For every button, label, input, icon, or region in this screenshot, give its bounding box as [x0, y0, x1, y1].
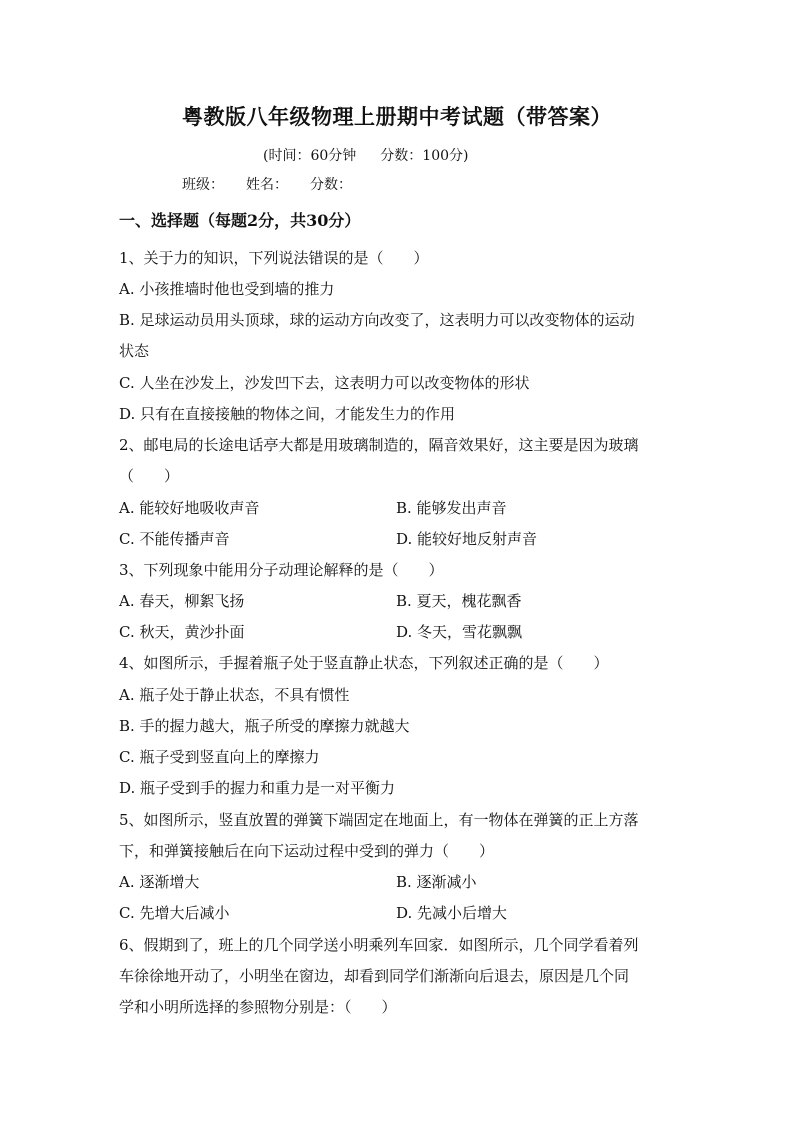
score-label: 分数：	[310, 177, 352, 193]
question-6-stem: 6、假期到了，班上的几个同学送小明乘列车回家．如图所示，几个同学看着列	[119, 936, 639, 954]
student-info	[182, 174, 374, 194]
question-3-option-c: C. 秋天，黄沙扑面	[119, 623, 245, 641]
question-5-option-a: A. 逐渐增大	[119, 873, 200, 891]
question-5-option-d: D. 先减小后增大	[396, 904, 508, 922]
question-1-option-c: C. 人坐在沙发上，沙发凹下去，这表明力可以改变物体的形状	[119, 374, 530, 392]
question-3-option-b: B. 夏天，槐花飘香	[396, 592, 522, 610]
exam-meta	[263, 145, 492, 165]
page-title: 粤教版八年级物理上册期中考试题（带答案）	[182, 104, 612, 129]
question-1-option-b: B. 足球运动员用头顶球，球的运动方向改变了，这表明力可以改变物体的运动	[119, 311, 635, 329]
question-2-stem: 2、邮电局的长途电话亭大都是用玻璃制造的，隔音效果好，这主要是因为玻璃	[119, 436, 639, 454]
question-6-stem-cont-1: 车徐徐地开动了，小明坐在窗边，却看到同学们渐渐向后退去，原因是几个同	[119, 967, 630, 985]
score-total-label: 分数：100分)	[380, 148, 469, 164]
question-5-option-c: C. 先增大后减小	[119, 904, 230, 922]
time-label: (时间：60分钟	[263, 148, 357, 164]
question-4-stem: 4、如图所示，手握着瓶子处于竖直静止状态，下列叙述正确的是（ ）	[119, 654, 609, 672]
question-3-stem: 3、下列现象中能用分子动理论解释的是（ ）	[119, 561, 444, 579]
question-1-option-a: A. 小孩推墙时他也受到墙的推力	[119, 280, 335, 298]
question-4-option-b: B. 手的握力越大，瓶子所受的摩擦力就越大	[119, 717, 410, 735]
question-6-stem-cont-2: 学和小明所选择的参照物分别是：（ ）	[119, 998, 397, 1016]
question-1-option-b-cont: 状态	[119, 342, 150, 360]
question-4-option-c: C. 瓶子受到竖直向上的摩擦力	[119, 748, 320, 766]
question-3-option-a: A. 春天，柳絮飞扬	[119, 592, 245, 610]
question-5-stem-cont: 下，和弹簧接触后在向下运动过程中受到的弹力（ ）	[119, 842, 495, 860]
question-5-stem: 5、如图所示，竖直放置的弹簧下端固定在地面上，有一物体在弹簧的正上方落	[119, 811, 639, 829]
question-3-option-d: D. 冬天，雪花飘飘	[396, 623, 523, 641]
name-label: 姓名：	[246, 177, 288, 193]
question-1-option-d: D. 只有在直接接触的物体之间，才能发生力的作用	[119, 405, 456, 423]
question-2-option-a: A. 能较好地吸收声音	[119, 499, 260, 517]
question-2-option-d: D. 能较好地反射声音	[396, 530, 538, 548]
class-label: 班级：	[182, 177, 224, 193]
question-1-stem: 1、关于力的知识，下列说法错误的是（ ）	[119, 249, 429, 267]
question-2-option-b: B. 能够发出声音	[396, 499, 507, 517]
question-4-option-a: A. 瓶子处于静止状态，不具有惯性	[119, 686, 350, 704]
section-heading: 一、选择题（每题2分，共30分）	[119, 211, 361, 230]
question-2-option-c: C. 不能传播声音	[119, 530, 230, 548]
question-4-option-d: D. 瓶子受到手的握力和重力是一对平衡力	[119, 779, 396, 797]
question-2-stem-cont: （ ）	[119, 467, 180, 485]
question-5-option-b: B. 逐渐减小	[396, 873, 477, 891]
